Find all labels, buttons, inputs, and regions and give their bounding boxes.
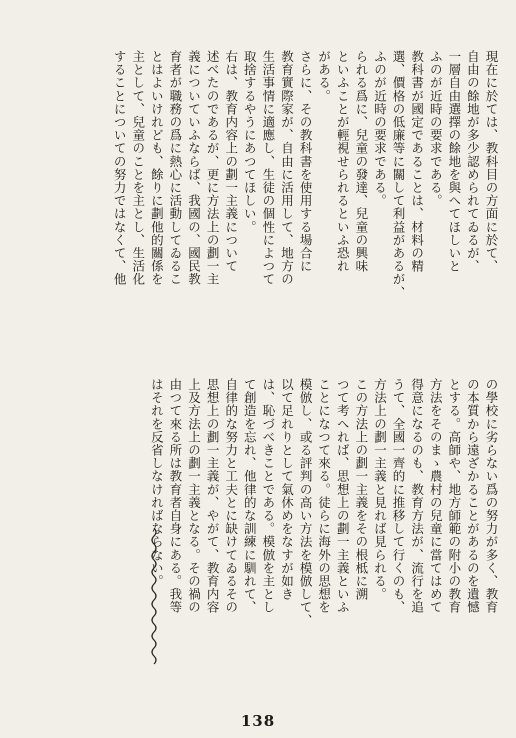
- text-column: 教育實際家が、自由に活用して、地方の: [279, 50, 295, 286]
- text-column: 義についていふならば、我國の、國民教: [186, 50, 202, 286]
- text-column: 以て足れりとして氣休めをなすが如き: [279, 378, 295, 601]
- text-column: 育者が職務の爲に熱心に活動してゐるこ: [167, 50, 183, 286]
- text-column: さらに、その教科書を使用する場合に: [298, 50, 314, 273]
- text-column: 模倣し、或る評判の高い方法を模倣して、: [298, 378, 314, 627]
- text-column: 主として、兒童のことを主とし、生活化: [130, 50, 146, 286]
- text-column: といふことが輕視せられるといふ恐れ: [335, 50, 351, 273]
- text-column: 教科書が國定であることは、材料の精: [409, 50, 425, 273]
- text-column: 方法上の劃一主義と見れば見られる。: [372, 378, 388, 601]
- text-column: の本質から遠ざかることがあるのを遺憾: [465, 378, 481, 614]
- text-column: られる爲に、兒童の發達、兒童の興味: [353, 50, 369, 273]
- section-divider-wavy-line: [150, 528, 158, 668]
- text-column: ふのが近時の要求である。: [428, 50, 444, 208]
- text-column: 自律的な努力と工夫とに缺けてゐるその: [223, 378, 239, 614]
- text-column: することについての努力ではなくて、他: [112, 50, 128, 286]
- text-column: 選、價格の低廉等に關して利益があるが、: [391, 50, 407, 299]
- text-column: この方法上の劃一主義をその根柢に溯: [353, 378, 369, 601]
- text-column: 得意になるのも、教育方法が、流行を追: [409, 378, 425, 614]
- text-column: は、恥づべきことである。模倣を主とし: [260, 378, 276, 614]
- page-number: 138: [240, 712, 276, 730]
- text-column: 思想上の劃一主義が、やがて、教育内容: [205, 378, 221, 614]
- text-column: 取捨するやうにあつてほしい。: [242, 50, 258, 234]
- text-column: ことになつて來る。徒らに海外の思想を: [316, 378, 332, 614]
- text-column: 現在に於ては、教科目の方面に於て、: [484, 50, 499, 273]
- text-column: 述べたのであるが、更に方法上の劃一主: [205, 50, 221, 286]
- text-column: 上及方法上の劃一主義となる。その禍の: [186, 378, 202, 614]
- upper-text-block: [18, 50, 500, 348]
- text-column: はそれを反省しなければならない。: [149, 378, 165, 588]
- text-column: ふのが近時の要求である。: [372, 50, 388, 208]
- text-column: の學校に劣らない爲の努力が多く、教育: [484, 378, 499, 614]
- text-column: 一層自由選擇の餘地を與へてほしいと: [446, 50, 462, 273]
- text-column: 右は、教育内容上の劃一主義について: [223, 50, 239, 273]
- text-column: 生活事情に適應し、生徒の個性によつて: [260, 50, 276, 286]
- text-column: がある。: [316, 50, 332, 103]
- text-column: つて考へれば、思想上の劃一主義といふ: [335, 378, 351, 614]
- text-column: 方法をそのまゝ農村の兒童に當てはめて: [428, 378, 444, 614]
- text-column: うて、全國一齊的に推移して行くのも、: [391, 378, 407, 614]
- text-column: 由つて來る所は教育者自身にある。我等: [167, 378, 183, 614]
- lower-text-block: [18, 378, 500, 688]
- text-column: て創造を忘れ、他律的な訓練に馴れて、: [242, 378, 258, 614]
- text-column: 自由の餘地が多少認められてゐるが、: [465, 50, 481, 273]
- text-column: とはよいけれども、餘りに劃他的關係を: [149, 50, 165, 286]
- text-column: とする。高師や、地方師範の附小の教育: [446, 378, 462, 614]
